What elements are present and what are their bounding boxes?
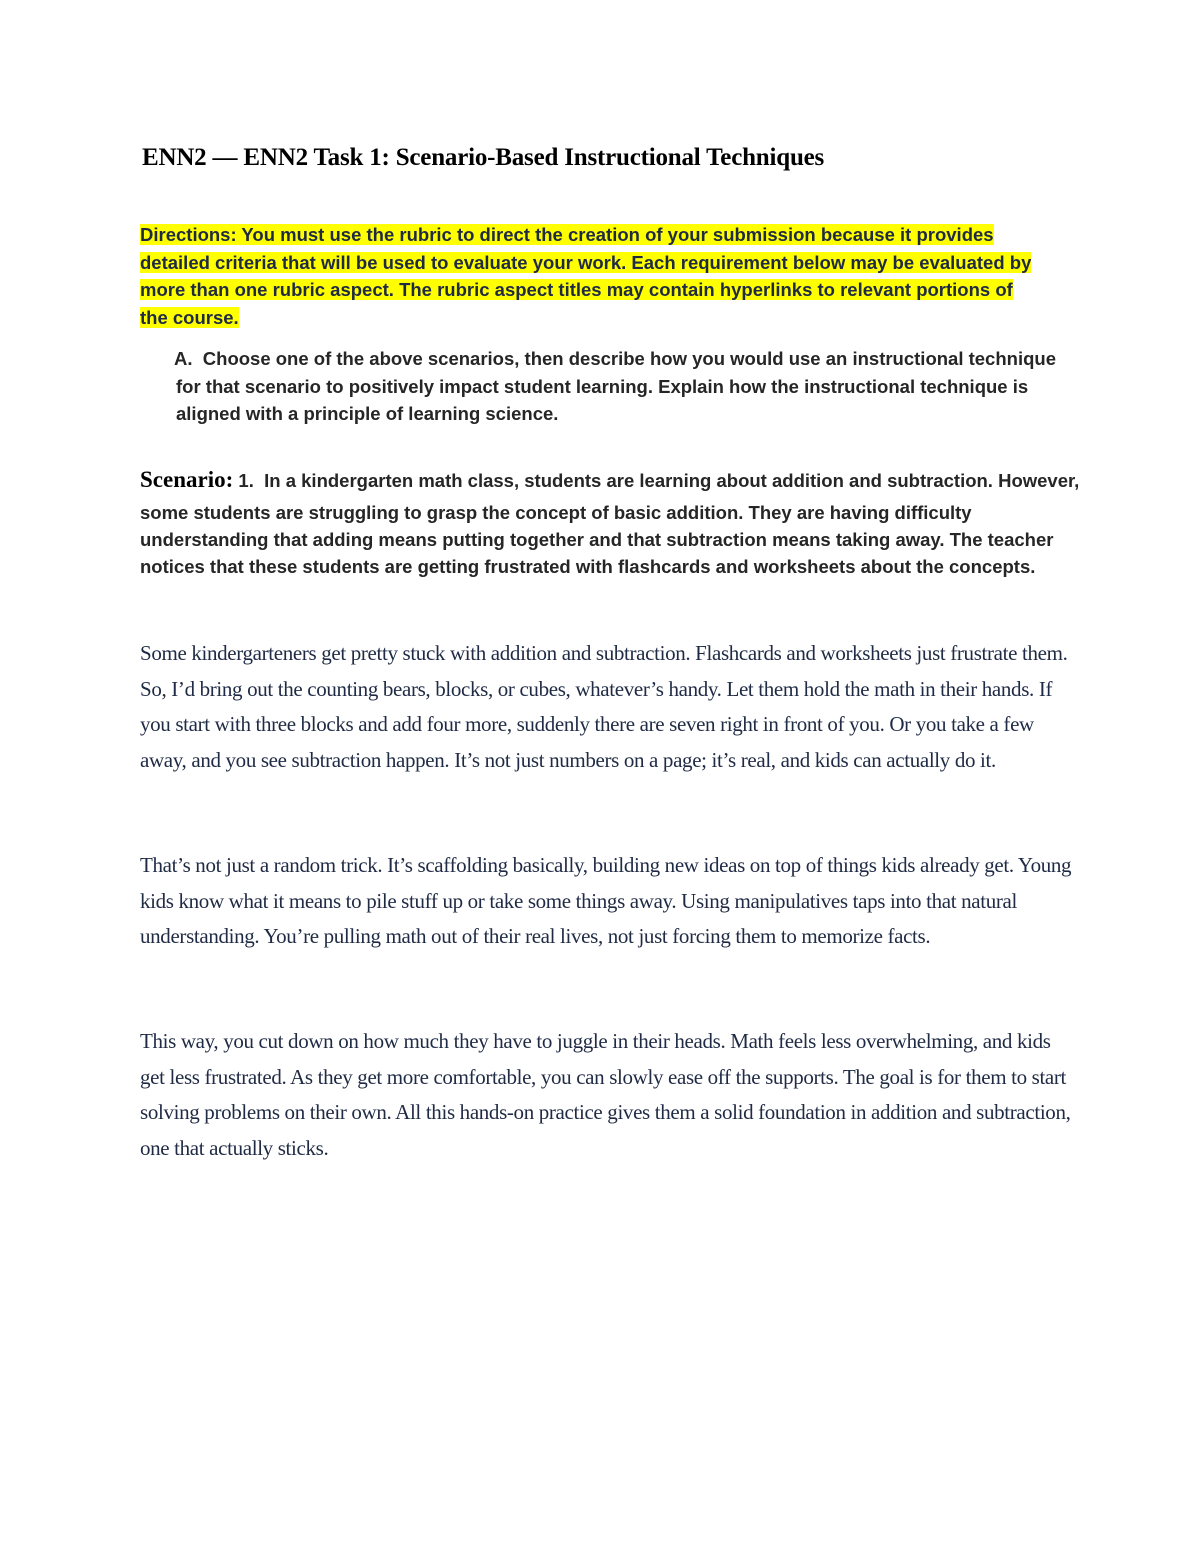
requirement-a [176,345,1076,428]
answer-paragraph-1: Some kindergarteners get pretty stuck with addition and subtraction. Flashcards and worksheets just frustrate them. So, I’d bring out the counting bears, blocks, or cubes, whatever’s handy. Let them hold the math in their hands. If you start with three blocks and add four more, suddenly there are seven right in front of you. Or you take a few away, and you see subtraction happen. It’s not just numbers on a page; it’s real, and kids can actually do it. [140,641,1068,772]
scenario-block [140,462,1080,580]
directions-block [140,221,1040,331]
scenario-number: 1. [238,470,254,491]
requirement-text: Choose one of the above scenarios, then describe how you would use an instructional technique for that scenario to positively impact student learning. Explain how the instructional technique is aligned with a principle of learning science. [176,348,1056,424]
requirement-letter: A. [174,348,193,369]
answer-paragraph-3: This way, you cut down on how much they have to juggle in their heads. Math feels less overwhelming, and kids get less frustrated. As they get more comfortable, you can slowly ease off the supports. The goal is for them to start solving problems on their own. All this hands-on practice gives them a solid foundation in addition and subtraction, one that actually sticks. [140,1029,1071,1160]
scenario-text: In a kindergarten math class, students are learning about addition and subtraction. However, some students are struggling to grasp the concept of basic addition. They are having difficulty understanding that adding means putting together and that subtraction means taking away. The teacher notices that these students are getting frustrated with flashcards and worksheets about the concepts. [140,470,1080,577]
document-title: ENN2 — ENN2 Task 1: Scenario-Based Instructional Techniques [142,144,825,171]
scenario-label: Scenario: [140,467,234,492]
answer-paragraph-2: That’s not just a random trick. It’s scaffolding basically, building new ideas on top of things kids already get. Young kids know what it means to pile stuff up or take some things away. Using manipulatives taps into that natural understanding. You’re pulling math out of their real lives, not just forcing them to memorize facts. [140,853,1072,949]
directions-highlighted-text: Directions: You must use the rubric to direct the creation of your submission because it provides detailed criteria that will be used to evaluate your work. Each requirement below may be evaluated by more than one rubric aspect. The rubric aspect titles may contain hyperlinks to relevant portions of the course. [140,224,1032,328]
